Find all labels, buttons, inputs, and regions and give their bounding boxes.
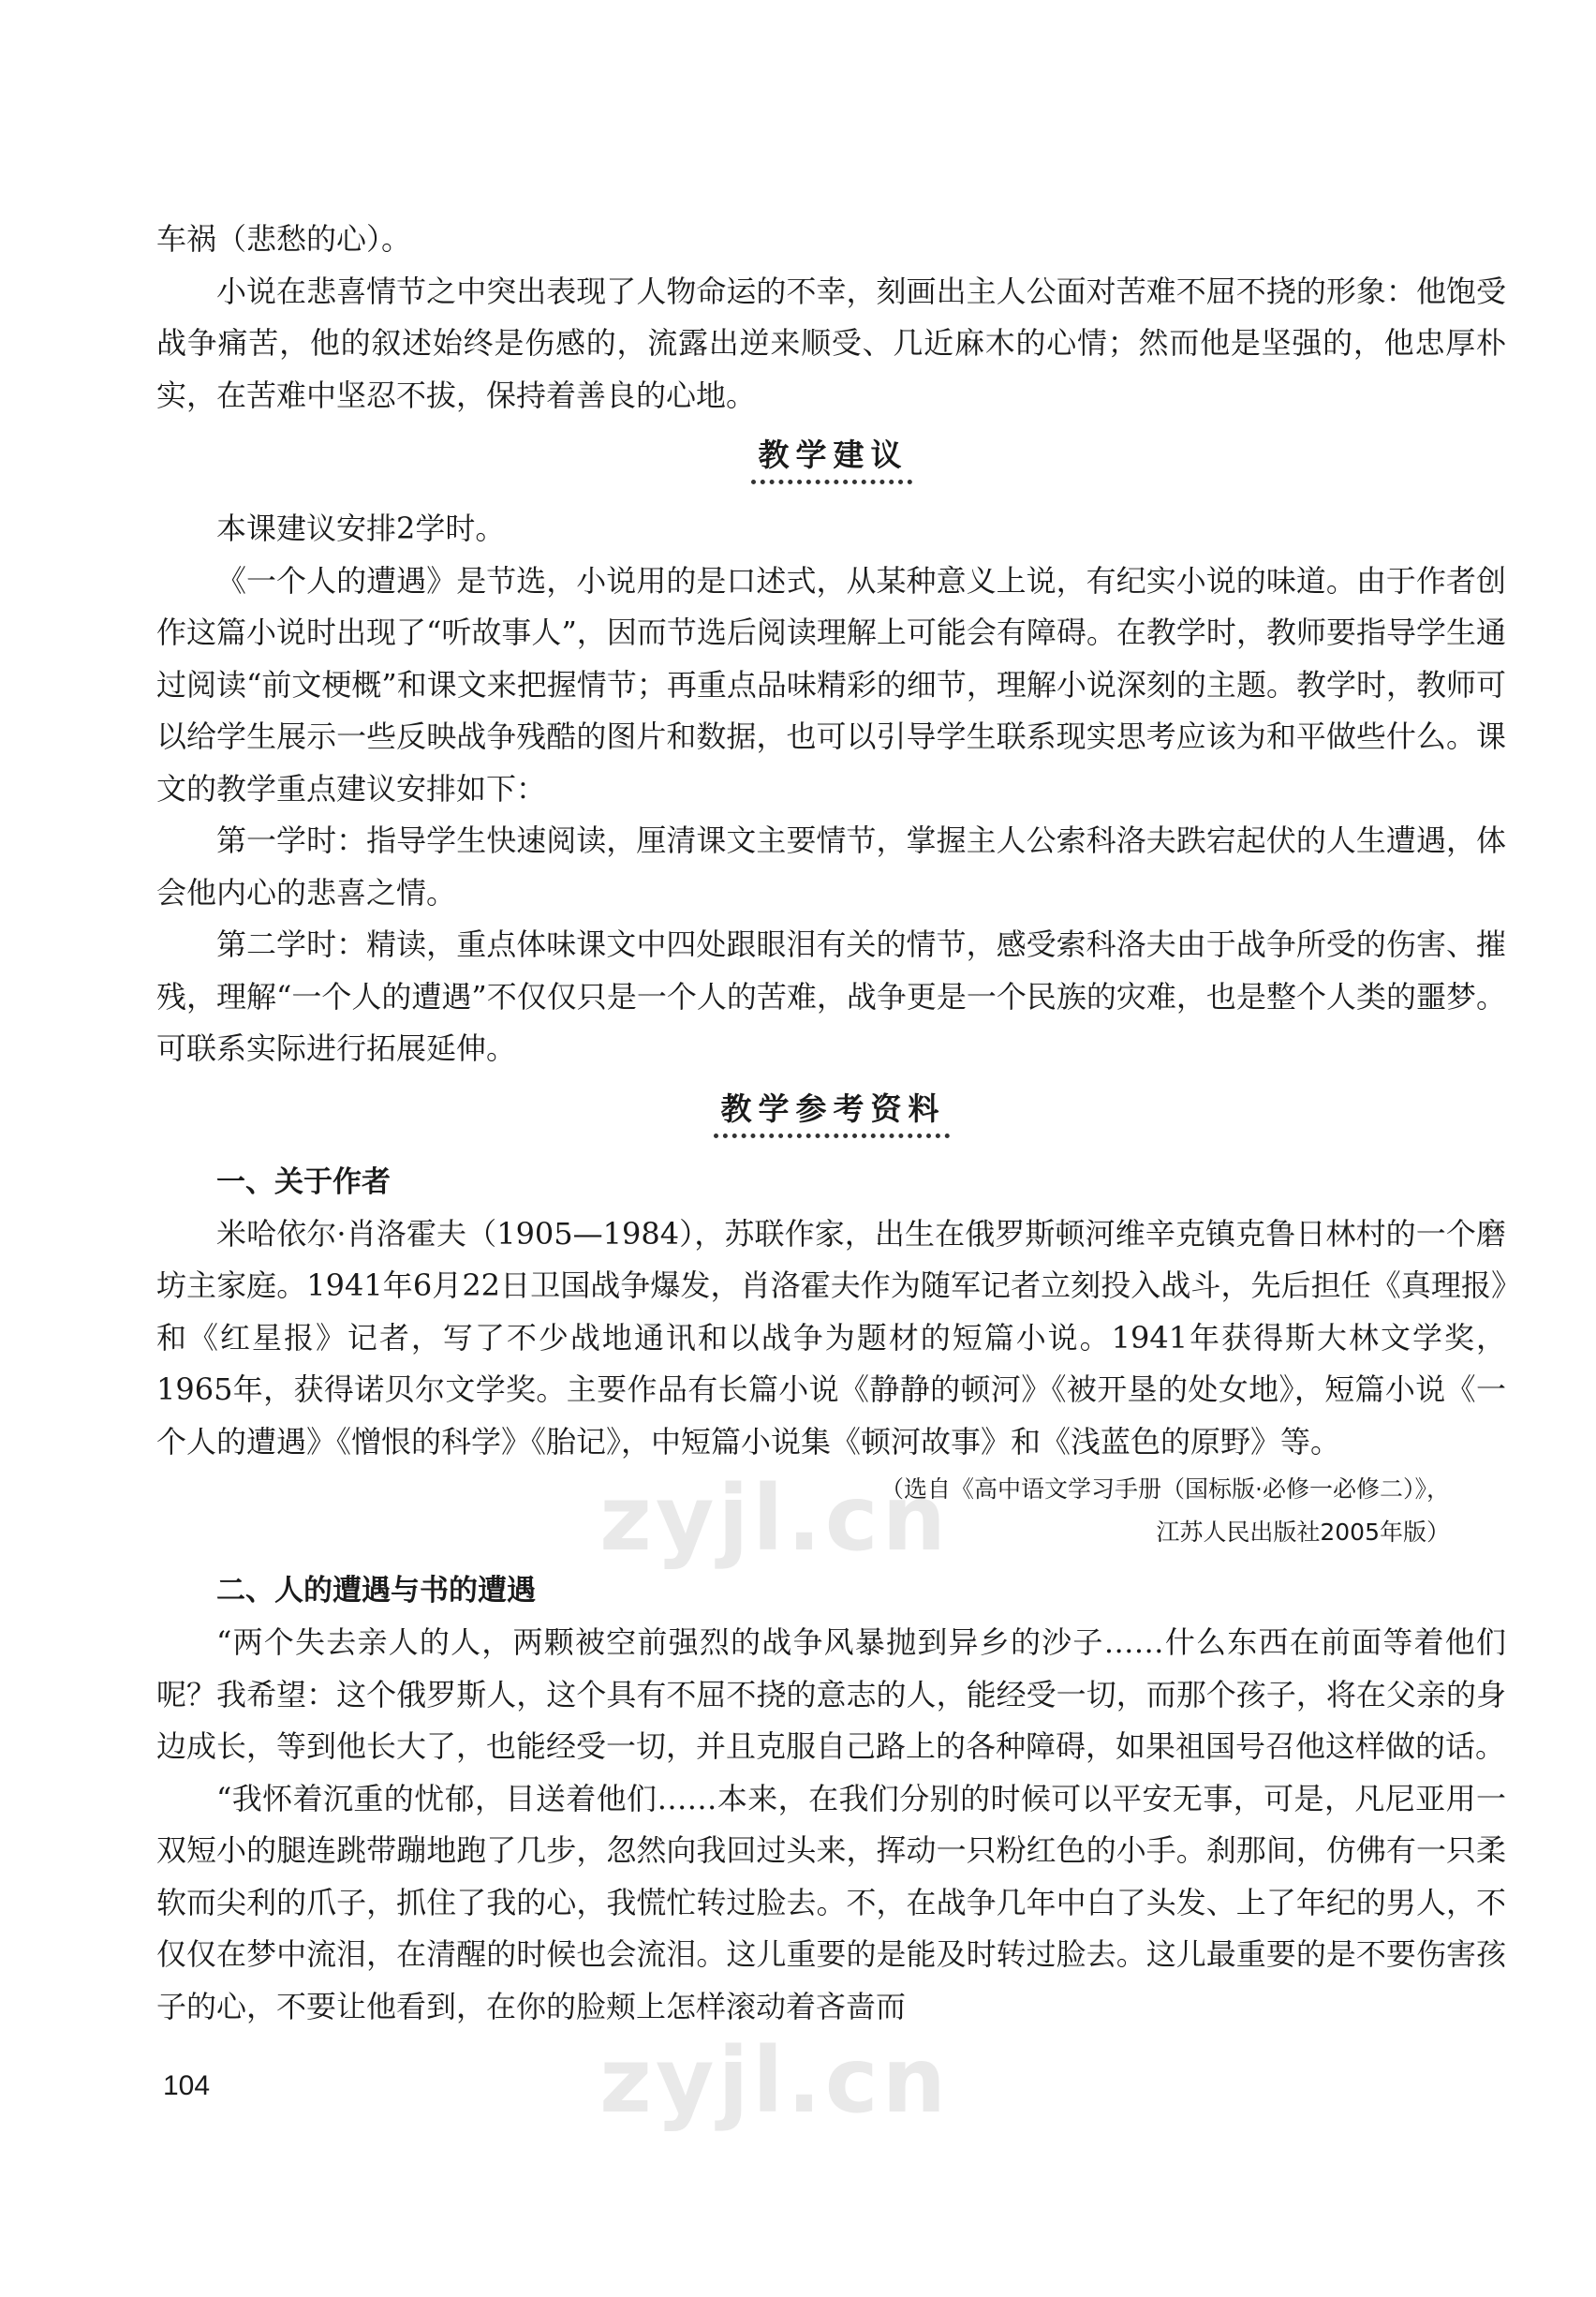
paragraph-suggestion-1: 本课建议安排2学时。 (216, 511, 506, 546)
paragraph-suggestion-4: 第二学时：精读，重点体味课文中四处跟眼泪有关的情节，感受索科洛夫由于战争所受的伤害、摧残，理解“一个人的遭遇”不仅仅只是一个人的苦难，战争更是一个民族的灾难，也是整个人类的噩梦。可联系实际进行拓展延伸。 (156, 926, 1506, 1066)
watermark-logo: zyjl.cn (599, 2028, 950, 2133)
paragraph-about-author: 米哈依尔·肖洛霍夫（1905—1984），苏联作家，出生在俄罗斯顿河维辛克镇克鲁日林村的一个磨坊主家庭。1941年6月22日卫国战争爆发，肖洛霍夫作为随军记者立刻投入战斗，先后担任《真理报》和《红星报》记者，写了不少战地通讯和以战争为题材的短篇小说。1941年获得斯大林文学奖，1965年，获得诺贝尔文学奖。主要作品有长篇小说《静静的顿河》《被开垦的处女地》，短篇小说《一个人的遭遇》《憎恨的科学》《胎记》，中短篇小说集《顿河故事》和《浅蓝色的原野》等。 (156, 1215, 1506, 1460)
paragraph-fate-1: “两个失去亲人的人，两颗被空前强烈的战争风暴抛到异乡的沙子……什么东西在前面等着他们呢？我希望：这个俄罗斯人，这个具有不屈不挠的意志的人，能经受一切，而那个孩子，将在父亲的身边成长，等到他长大了，也能经受一切，并且克服自己路上的各种障碍，如果祖国号召他这样做的话。 (156, 1624, 1506, 1764)
paragraph-suggestion-2: 《一个人的遭遇》是节选，小说用的是口述式，从某种意义上说，有纪实小说的味道。由于作者创作这篇小说时出现了“听故事人”，因而节选后阅读理解上可能会有障碍。在教学时，教师要指导学生通过阅读“前文梗概”和课文来把握情节；再重点品味精彩的细节，理解小说深刻的主题。教学时，教师可以给学生展示一些反映战争残酷的图片和数据，也可以引导学生联系现实思考应该为和平做些什么。课文的教学重点建议安排如下： (156, 562, 1506, 807)
section-heading-reference-materials: 教学参考资料 (714, 1089, 950, 1138)
section-heading-wrap (156, 1089, 1506, 1138)
page-number: 104 (163, 2070, 211, 2101)
paragraph-fate-2: “我怀着沉重的忧郁，目送着他们……本来，在我们分别的时候可以平安无事，可是，凡尼亚用一双短小的腿连跳带蹦地跑了几步，忽然向我回过头来，挥动一只粉红色的小手。刹那间，仿佛有一只柔软而尖利的爪子，抓住了我的心，我慌忙转过脸去。不，在战争几年中白了头发、上了年纪的男人，不仅仅在梦中流泪，在清醒的时候也会流泪。这儿重要的是能及时转过脸去。这儿最重要的是不要伤害孩子的心，不要让他看到，在你的脸颊上怎样滚动着吝啬而 (156, 1780, 1506, 2024)
source-citation-line-2: 江苏人民出版社2005年版） (1156, 1519, 1450, 1546)
watermark-logo: zyjl.cn (599, 1466, 950, 1571)
section-heading-wrap (156, 435, 1506, 484)
subheading-fate: 二、人的遭遇与书的遭遇 (216, 1574, 536, 1608)
paragraph-top-1: 车祸（悲愁的心）。 (156, 221, 412, 257)
subheading-about-author: 一、关于作者 (216, 1164, 391, 1199)
paragraph-suggestion-3: 第一学时：指导学生快速阅读，厘清课文主要情节，掌握主人公索科洛夫跌宕起伏的人生遭遇，体会他内心的悲喜之情。 (156, 822, 1506, 911)
section-heading-teaching-suggestions: 教学建议 (751, 435, 912, 484)
paragraph-top-2: 小说在悲喜情节之中突出表现了人物命运的不幸，刻画出主人公面对苦难不屈不挠的形象：他饱受战争痛苦，他的叙述始终是伤感的，流露出逆来顺受、几近麻木的心情；然而他是坚强的，他忠厚朴实，在苦难中坚忍不拔，保持着善良的心地。 (156, 273, 1506, 413)
source-citation-line-1: （选自《高中语文学习手册（国标版·必修一必修二）》， (880, 1475, 1450, 1503)
